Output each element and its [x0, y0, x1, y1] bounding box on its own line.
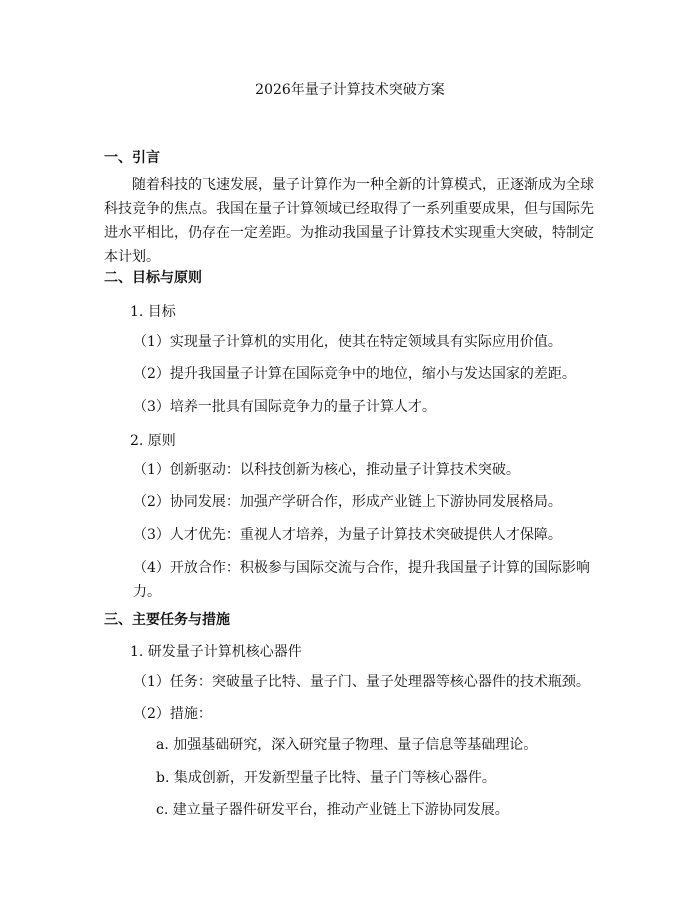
goal-item: （3）培养一批具有国际竞争力的量子计算人才。 [133, 399, 436, 415]
section-heading-goals: 二、目标与原则 [104, 270, 202, 286]
principle-item: （1）创新驱动：以科技创新为核心，推动量子计算技术突破。 [133, 462, 520, 478]
principle-label: 2. 原则 [130, 433, 176, 449]
section-heading-tasks: 三、主要任务与措施 [104, 612, 230, 628]
task-item: （1）任务：突破量子比特、量子门、量子处理器等核心器件的技术瓶颈。 [133, 674, 590, 690]
measure-item: a. 加强基础研究，深入研究量子物理、量子信息等基础理论。 [156, 737, 538, 753]
principle-item: （2）协同发展：加强产学研合作，形成产业链上下游协同发展格局。 [133, 494, 562, 510]
measure-item: b. 集成创新，开发新型量子比特、量子门等核心器件。 [156, 770, 496, 786]
measure-item: c. 建立量子器件研发平台，推动产业链上下游协同发展。 [156, 802, 509, 818]
task-label: 1. 研发量子计算机核心器件 [130, 644, 302, 660]
goal-item: （1）实现量子计算机的实用化，使其在特定领域具有实际应用价值。 [133, 334, 562, 350]
principle-item: （3）人才优先：重视人才培养，为量子计算技术突破提供人才保障。 [133, 527, 562, 543]
goal-label: 1. 目标 [130, 304, 176, 320]
goal-item: （2）提升我国量子计算在国际竞争中的地位，缩小与发达国家的差距。 [133, 366, 576, 382]
principle-item: （4）开放合作：积极参与国际交流与合作，提升我国量子计算的国际影响力。 [133, 560, 590, 600]
intro-paragraph: 随着科技的飞速发展，量子计算作为一种全新的计算模式，正逐渐成为全球科技竞争的焦点。我国在量子计算领域已经取得了一系列重要成果，但与国际先进水平相比，仍存在一定差距。为推动我国量子计算技术实现重大突破，特制定本计划。 [104, 177, 594, 265]
measures-label: （2）措施： [133, 706, 212, 722]
section-heading-intro: 一、引言 [104, 150, 160, 166]
document-title: 2026年量子计算技术突破方案 [255, 82, 445, 98]
